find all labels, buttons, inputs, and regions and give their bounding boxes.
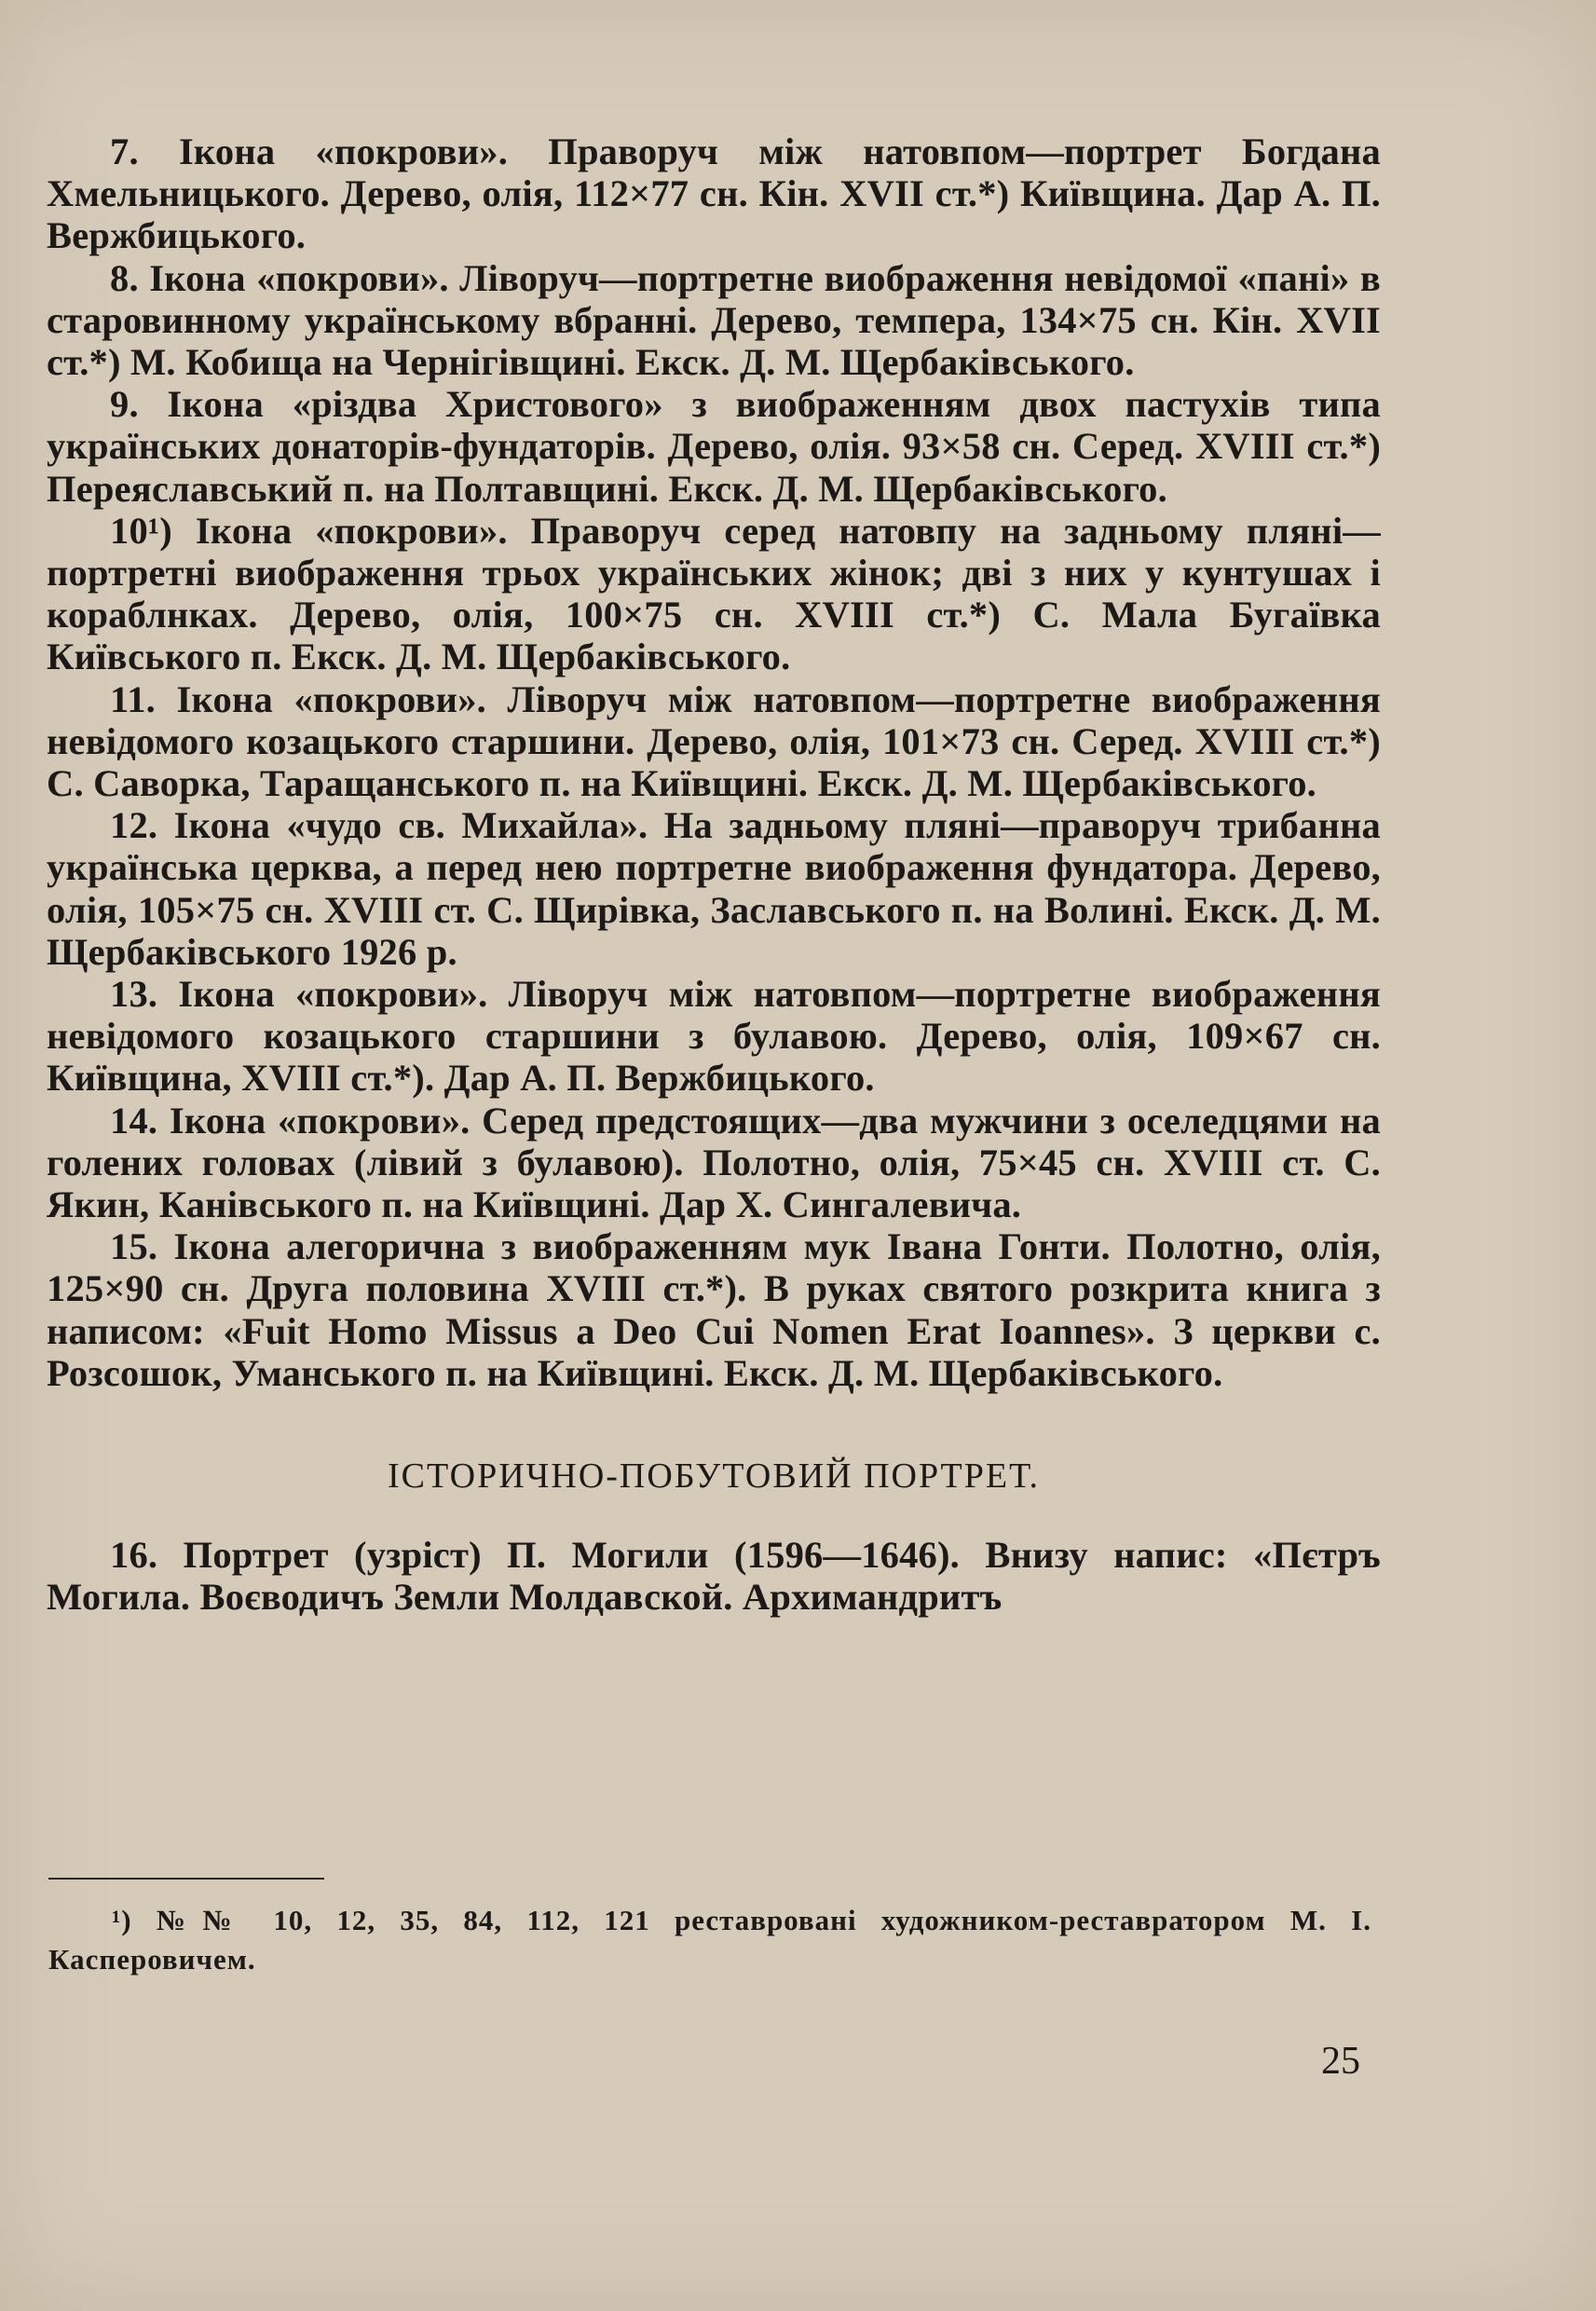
catalog-entry-14: 14. Ікона «покрови». Серед предстоящих—два мужчини з оселедцями на голених головах (лівий з булавою). Полотно, олія, 75×45 сн. XVIII ст. С. Якин, Канівського п. на Київщині. Дар Х. Сингалевича. <box>47 1099 1381 1226</box>
footnote: ¹) №№ 10, 12, 35, 84, 112, 121 реставровані художником-реставратором М. І. Касперовичем. <box>48 1904 1371 1976</box>
main-text <box>47 130 1381 1619</box>
section-heading: ІСТОРИЧНО-ПОБУТОВИЙ ПОРТРЕТ. <box>387 1456 1041 1497</box>
catalog-entry-8: 8. Ікона «покрови». Ліворуч—портретне виображення невідомої «пані» в старовинному українському вбранні. Дерево, темпера, 134×75 сн. Кін. XVII ст.*) М. Кобища на Чернігівщині. Екск. Д. М. Щербаківського. <box>47 256 1381 384</box>
catalog-entry-11: 11. Ікона «покрови». Ліворуч між натовпом—портретне виображення невідомого козацького старшини. Дерево, олія, 101×73 сн. Серед. XVIII ст.*) С. Саворка, Таращанського п. на Київщині. Екск. Д. М. Щербаківського. <box>47 677 1381 805</box>
catalog-entry-16: 16. Портрет (узріст) П. Могили (1596—1646). Внизу напис: «Пєтръ Могила. Воєводичъ Земли Молдавской. Архимандритъ <box>47 1534 1381 1619</box>
catalog-entry-13: 13. Ікона «покрови». Ліворуч між натовпом—портретне виображення невідомого козацького старшини з булавою. Дерево, олія, 109×67 сн. Київщина, XVIII ст.*). Дар А. П. Вержбицького. <box>47 973 1381 1100</box>
catalog-entry-15: 15. Ікона алегорична з виображенням мук Івана Гонти. Полотно, олія, 125×90 сн. Друга половина XVIII ст.*). В руках святого розкрита книга з написом: «Fuit Homo Missus a Deo Cui Nomen Erat Ioannes». З церкви с. Розсошок, Уманського п. на Київщині. Екск. Д. М. Щербаківського. <box>47 1225 1381 1394</box>
footnote-divider <box>48 1878 324 1880</box>
catalog-entry-10: 10¹) Ікона «покрови». Праворуч серед натовпу на задньому пляні—портретні виображення трьох українських жінок; дві з них у кунтушах і кораблнках. Дерево, олія, 100×75 сн. XVIII ст.*) С. Мала Бугаївка Київського п. Екск. Д. М. Щербаківського. <box>47 509 1381 678</box>
catalog-entry-7: 7. Ікона «покрови». Праворуч між натовпом—портрет Богдана Хмельницького. Дерево, олія, 112×77 сн. Кін. XVII ст.*) Київщина. Дар А. П. Вержбицького. <box>47 130 1381 257</box>
page-number: 25 <box>1321 2040 1360 2083</box>
catalog-entry-9: 9. Ікона «різдва Христового» з виображенням двох пастухів типа українських донаторів-фундаторів. Дерево, олія. 93×58 сн. Серед. XVIII ст.*) Переяславський п. на Полтавщині. Екск. Д. М. Щербаківського. <box>47 383 1381 510</box>
catalog-entry-12: 12. Ікона «чудо св. Михайла». На задньому пляні—праворуч трибанна українська церква, а перед нею портретне виображення фундатора. Дерево, олія, 105×75 сн. XVIII ст. С. Щирівка, Заславського п. на Волині. Екск. Д. М. Щербаківського 1926 р. <box>47 804 1381 973</box>
